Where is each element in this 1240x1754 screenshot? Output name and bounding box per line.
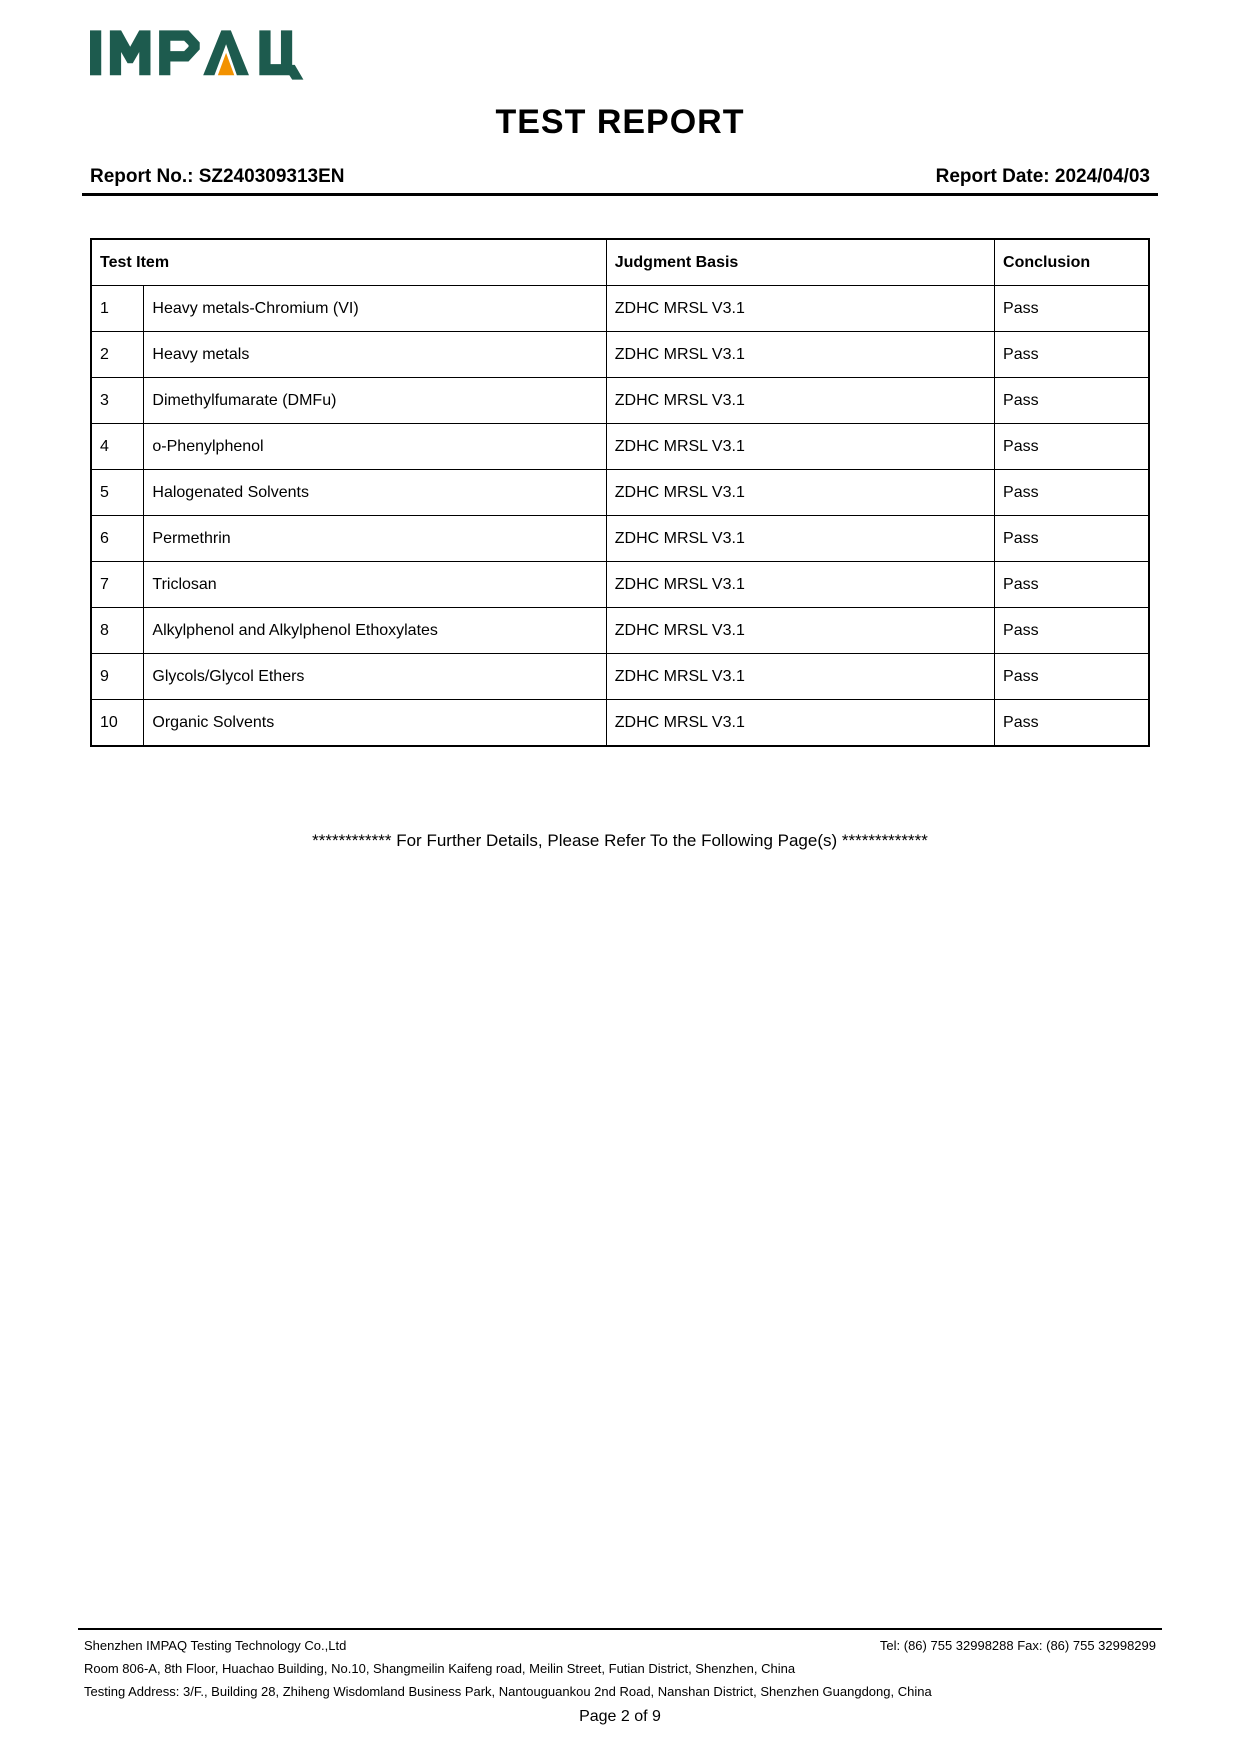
cell-conclusion: Pass — [995, 378, 1149, 424]
page-title: TEST REPORT — [495, 103, 745, 141]
table-row — [91, 700, 1149, 747]
cell-test-item: Organic Solvents — [144, 700, 606, 747]
cell-conclusion: Pass — [995, 562, 1149, 608]
cell-test-item: Heavy metals-Chromium (VI) — [144, 286, 606, 332]
cell-judgment-basis: ZDHC MRSL V3.1 — [606, 562, 994, 608]
table-header-row — [91, 239, 1149, 286]
cell-number: 9 — [91, 654, 144, 700]
page-footer — [78, 1628, 1162, 1726]
cell-number: 10 — [91, 700, 144, 747]
cell-conclusion: Pass — [995, 654, 1149, 700]
cell-number: 5 — [91, 470, 144, 516]
col-header-test-item: Test Item — [91, 239, 606, 286]
report-number: Report No.: SZ240309313EN — [90, 166, 345, 187]
cell-number: 8 — [91, 608, 144, 654]
table-row — [91, 424, 1149, 470]
cell-conclusion: Pass — [995, 608, 1149, 654]
table-row — [91, 654, 1149, 700]
cell-conclusion: Pass — [995, 286, 1149, 332]
cell-judgment-basis: ZDHC MRSL V3.1 — [606, 470, 994, 516]
table-row — [91, 608, 1149, 654]
test-table-body — [91, 286, 1149, 747]
cell-conclusion: Pass — [995, 516, 1149, 562]
table-row — [91, 470, 1149, 516]
cell-test-item: Dimethylfumarate (DMFu) — [144, 378, 606, 424]
footer-line-1 — [78, 1634, 1162, 1657]
test-results-table — [90, 238, 1150, 747]
header-divider — [82, 193, 1158, 196]
cell-conclusion: Pass — [995, 332, 1149, 378]
cell-judgment-basis: ZDHC MRSL V3.1 — [606, 654, 994, 700]
table-row — [91, 516, 1149, 562]
cell-judgment-basis: ZDHC MRSL V3.1 — [606, 516, 994, 562]
table-row — [91, 286, 1149, 332]
report-date: Report Date: 2024/04/03 — [935, 166, 1150, 187]
cell-number: 4 — [91, 424, 144, 470]
cell-test-item: o-Phenylphenol — [144, 424, 606, 470]
logo-letter-p — [159, 30, 200, 75]
col-header-conclusion: Conclusion — [995, 239, 1149, 286]
cell-test-item: Alkylphenol and Alkylphenol Ethoxylates — [144, 608, 606, 654]
report-meta — [90, 166, 1150, 188]
logo-letter-q-tail — [286, 65, 303, 80]
cell-test-item: Halogenated Solvents — [144, 470, 606, 516]
logo-letter-i — [90, 30, 101, 75]
cell-number: 1 — [91, 286, 144, 332]
table-row — [91, 332, 1149, 378]
tel-fax: Tel: (86) 755 32998288 Fax: (86) 755 32998299 — [879, 1638, 1156, 1653]
cell-number: 3 — [91, 378, 144, 424]
cell-conclusion: Pass — [995, 700, 1149, 747]
col-header-judgment-basis: Judgment Basis — [606, 239, 994, 286]
further-details-note: ************ For Further Details, Please Refer To the Following Page(s) ************* — [312, 831, 928, 850]
cell-conclusion: Pass — [995, 470, 1149, 516]
cell-test-item: Permethrin — [144, 516, 606, 562]
impaq-logo-graphic — [90, 30, 306, 80]
cell-judgment-basis: ZDHC MRSL V3.1 — [606, 332, 994, 378]
cell-number: 2 — [91, 332, 144, 378]
footer-divider — [78, 1628, 1162, 1630]
cell-judgment-basis: ZDHC MRSL V3.1 — [606, 378, 994, 424]
cell-number: 6 — [91, 516, 144, 562]
company-name: Shenzhen IMPAQ Testing Technology Co.,Ltd — [84, 1638, 347, 1653]
address-line-1: Room 806-A, 8th Floor, Huachao Building, No.10, Shangmeilin Kaifeng road, Meilin Street, Futian District, Shenzhen, China — [84, 1661, 796, 1676]
cell-judgment-basis: ZDHC MRSL V3.1 — [606, 608, 994, 654]
address-line-2: Testing Address: 3/F., Building 28, Zhiheng Wisdomland Business Park, Nantouguankou 2nd Road, Nanshan District, Shenzhen Guangdong, China — [84, 1684, 932, 1699]
cell-conclusion: Pass — [995, 424, 1149, 470]
cell-test-item: Triclosan — [144, 562, 606, 608]
cell-test-item: Glycols/Glycol Ethers — [144, 654, 606, 700]
cell-number: 7 — [91, 562, 144, 608]
cell-test-item: Heavy metals — [144, 332, 606, 378]
cell-judgment-basis: ZDHC MRSL V3.1 — [606, 286, 994, 332]
page-number: Page 2 of 9 — [579, 1708, 661, 1725]
logo-letter-m — [110, 30, 151, 75]
cell-judgment-basis: ZDHC MRSL V3.1 — [606, 424, 994, 470]
impaq-logo — [90, 30, 1150, 84]
cell-judgment-basis: ZDHC MRSL V3.1 — [606, 700, 994, 747]
table-row — [91, 562, 1149, 608]
table-row — [91, 378, 1149, 424]
